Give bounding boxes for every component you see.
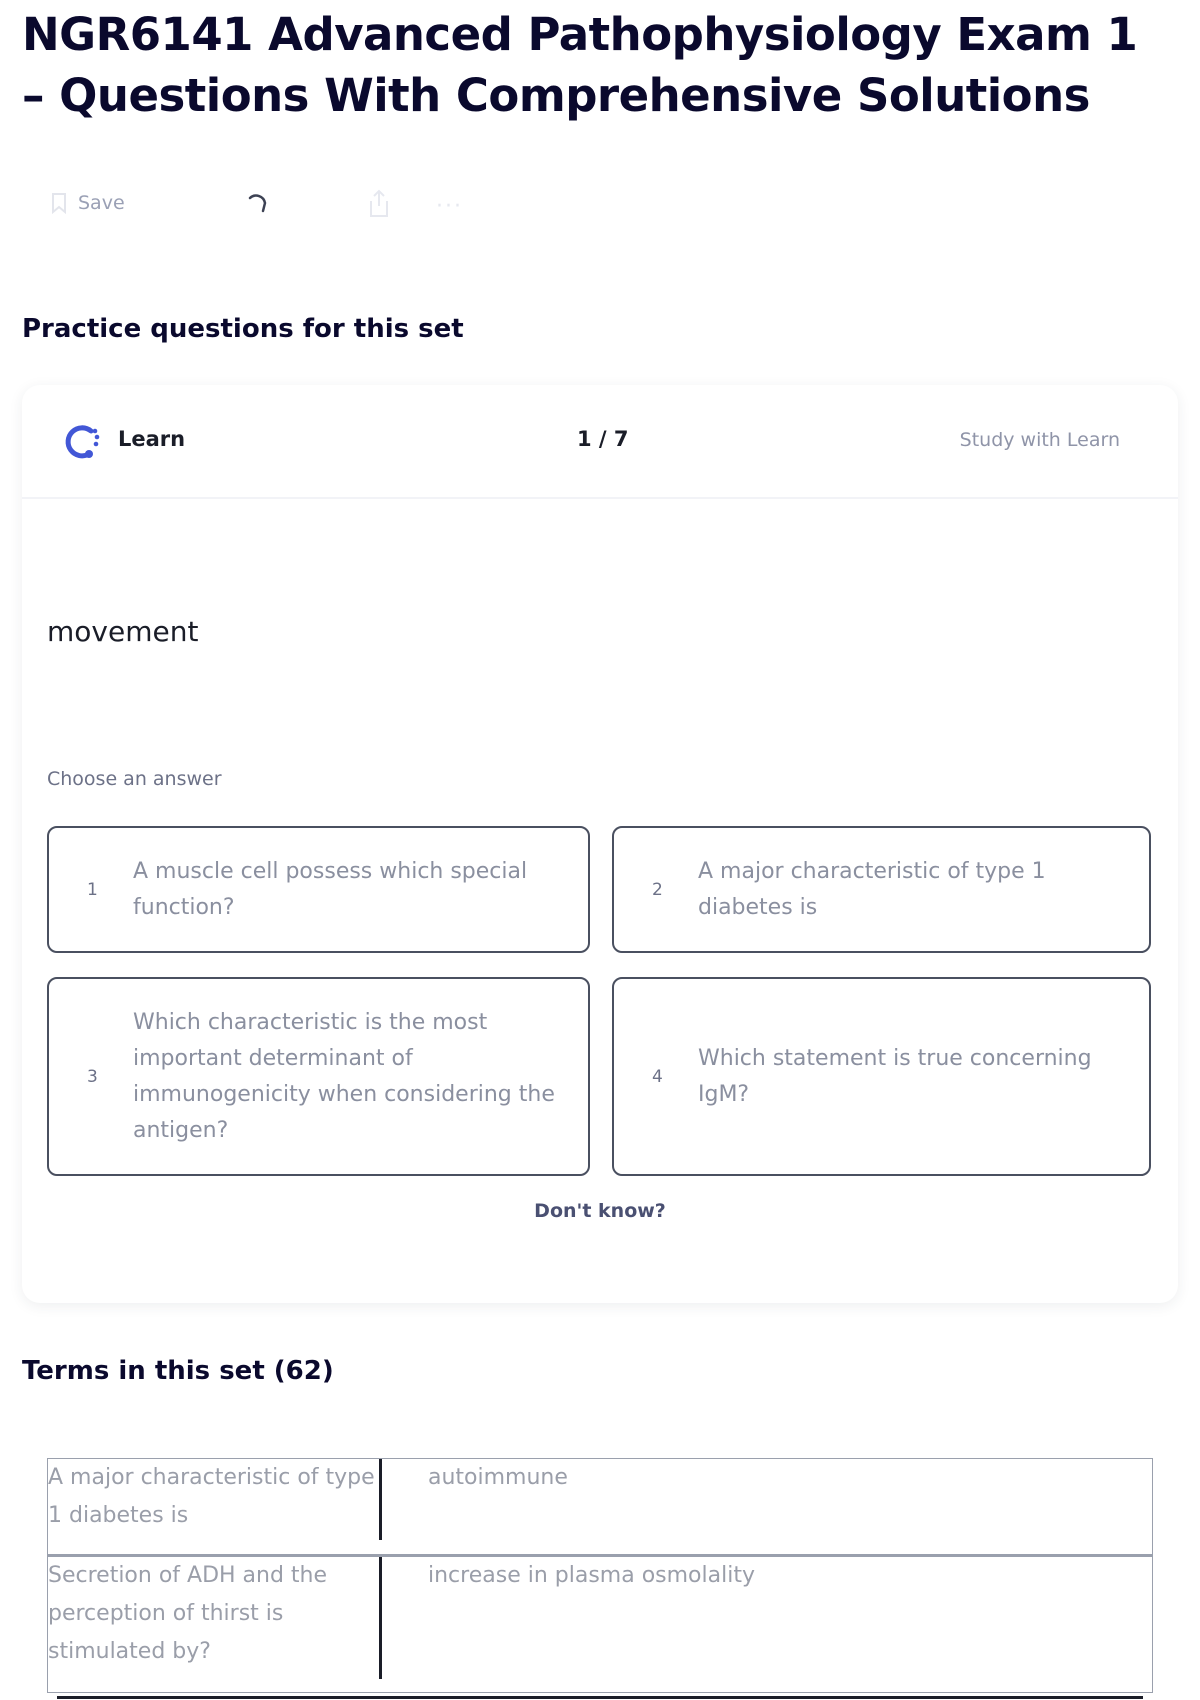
dont-know-button[interactable]: Don't know? [534,1200,666,1222]
table-row [47,1555,1153,1693]
option-number: 2 [652,879,663,900]
column-divider [379,1557,382,1679]
term-cell: Secretion of ADH and the perception of thirst is stimulated by? [48,1563,328,1664]
column-divider [379,1459,382,1540]
term-cell: A major characteristic of type 1 diabetes is [48,1465,375,1528]
answer-option-2[interactable] [612,826,1151,953]
definition-cell: autoimmune [428,1465,568,1490]
table-bottom-border [57,1696,1143,1699]
terms-table [47,1458,1153,1693]
option-number: 1 [87,879,98,900]
learn-header [22,385,1178,499]
option-number: 3 [87,1066,98,1087]
choose-answer-label: Choose an answer [47,768,222,790]
save-label: Save [78,192,125,214]
answer-option-3[interactable] [47,977,590,1176]
share-icon[interactable] [366,188,392,224]
progress-counter: 1 / 7 [577,427,629,451]
learn-label: Learn [118,427,186,451]
action-bar [50,188,510,228]
practice-heading: Practice questions for this set [22,314,464,344]
definition-cell: increase in plasma osmolality [428,1563,755,1588]
practice-card [22,385,1178,1303]
terms-heading: Terms in this set (62) [22,1356,334,1386]
save-button[interactable] [50,192,125,214]
option-text: A muscle cell possess which special function? [133,858,528,920]
option-number: 4 [652,1066,663,1087]
option-text: A major characteristic of type 1 diabetes is [698,858,1046,920]
study-with-learn-link[interactable]: Study with Learn [959,429,1120,451]
option-text: Which statement is true concerning IgM? [698,1045,1092,1107]
prompt-term: movement [47,615,199,648]
option-text: Which characteristic is the most important determinant of immunogenicity when considering the antigen? [133,1009,555,1143]
loading-spinner-icon [244,190,270,220]
page-title: NGR6141 Advanced Pathophysiology Exam 1 – Questions With Comprehensive Solutions [22,8,1138,122]
table-row [47,1458,1153,1555]
bookmark-icon [50,192,68,214]
learn-icon [62,421,104,467]
answer-option-4[interactable] [612,977,1151,1176]
answer-option-1[interactable] [47,826,590,953]
more-icon[interactable]: ··· [436,194,463,219]
